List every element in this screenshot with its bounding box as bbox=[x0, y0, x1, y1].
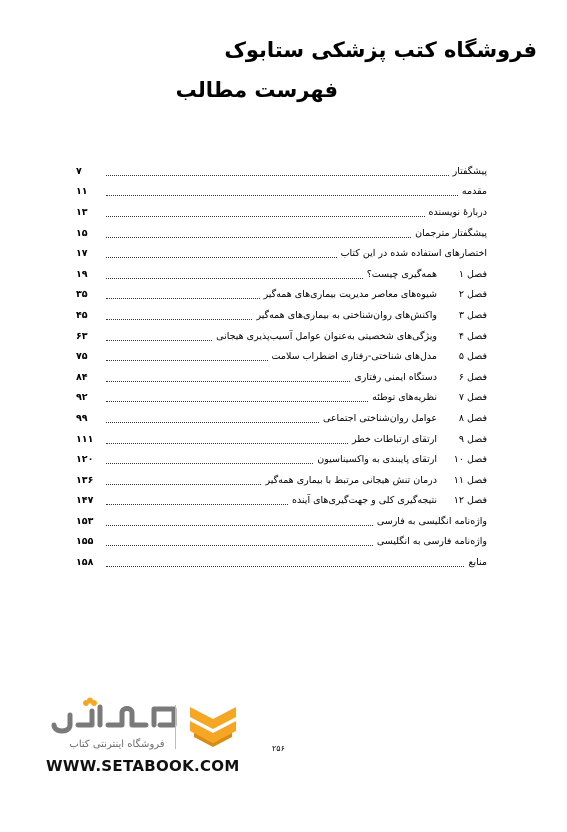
toc-page-number: ۱۵۵ bbox=[76, 536, 94, 548]
toc-entry-title: واژه‌نامه فارسی به انگلیسی bbox=[376, 536, 487, 548]
toc-entry bbox=[413, 228, 487, 239]
toc-page-number: ۱۵۸ bbox=[76, 557, 94, 569]
toc-chapter-label: فصل ۹ bbox=[458, 433, 487, 445]
toc-dot-leader bbox=[106, 216, 425, 217]
toc-entry bbox=[262, 289, 487, 300]
table-of-contents bbox=[76, 161, 487, 573]
toc-entry bbox=[263, 475, 487, 486]
toc-row bbox=[76, 470, 487, 491]
toc-page-number: ۱۳۶ bbox=[76, 474, 94, 486]
toc-entry bbox=[350, 434, 487, 445]
toc-chapter-label: فصل ۱۲ bbox=[453, 495, 487, 507]
toc-row bbox=[76, 552, 487, 573]
toc-chapter-label: فصل ۴ bbox=[458, 330, 487, 342]
toc-dot-leader bbox=[106, 340, 212, 341]
toc-page-number: ۷ bbox=[76, 165, 82, 177]
toc-row bbox=[76, 202, 487, 223]
toc-dot-leader bbox=[106, 463, 313, 464]
toc-entry bbox=[466, 557, 487, 568]
toc-page-number: ۱۹ bbox=[76, 268, 88, 280]
toc-page-number: ۱۵۳ bbox=[76, 515, 94, 527]
toc-entry-title: درمان تنش هیجانی مرتبط با بیماری همه‌گیر bbox=[265, 474, 437, 486]
toc-chapter-label: فصل ۷ bbox=[458, 392, 487, 404]
toc-page-number: ۱۱۱ bbox=[76, 433, 94, 445]
toc-dot-leader bbox=[106, 237, 411, 238]
toc-entry-title: ارتقای پایبندی به واکسیناسیون bbox=[317, 454, 437, 466]
store-title: فروشگاه کتب پزشکی ستابوک bbox=[224, 38, 537, 62]
toc-row bbox=[76, 388, 487, 409]
toc-row bbox=[76, 305, 487, 326]
toc-entry bbox=[254, 310, 487, 321]
toc-entry bbox=[375, 536, 487, 547]
toc-chapter-label: فصل ۱۱ bbox=[453, 474, 487, 486]
toc-row bbox=[76, 491, 487, 512]
toc-dot-leader bbox=[106, 545, 373, 546]
logo-subtitle: فروشگاه اینترنتی کتاب bbox=[69, 739, 165, 750]
toc-entry bbox=[352, 372, 487, 383]
toc-row bbox=[76, 223, 487, 244]
toc-entry-title: مدل‌های شناختی-رفتاری اضطراب سلامت bbox=[271, 351, 437, 363]
toc-page-number: ۱۱ bbox=[76, 186, 88, 198]
toc-page-number: ۱۴۷ bbox=[76, 495, 94, 507]
toc-chapter-label: فصل ۵ bbox=[458, 351, 487, 363]
toc-page-number: ۱۵ bbox=[76, 227, 88, 239]
toc-entry bbox=[315, 454, 487, 465]
toc-row bbox=[76, 429, 487, 450]
toc-row bbox=[76, 264, 487, 285]
toc-page-number: ۴۵ bbox=[76, 309, 88, 321]
toc-row bbox=[76, 326, 487, 347]
toc-dot-leader bbox=[106, 175, 449, 176]
toc-page-number: ۸۴ bbox=[76, 371, 88, 383]
toc-row bbox=[76, 182, 487, 203]
toc-entry-title: همه‌گیری چیست؟ bbox=[366, 268, 437, 280]
toc-entry-title: دستگاه ایمنی رفتاری bbox=[354, 371, 437, 383]
toc-entry-title: پیشگفتار مترجمان bbox=[415, 227, 487, 239]
toc-page-number: ۱۳ bbox=[76, 206, 88, 218]
logo-url: WWW.SETABOOK.COM bbox=[46, 757, 240, 775]
toc-entry bbox=[339, 248, 487, 259]
toc-entry-title: شیوه‌های معاصر مدیریت بیماری‌های همه‌گیر bbox=[263, 289, 437, 301]
toc-chapter-label: فصل ۳ bbox=[458, 309, 487, 321]
toc-chapter-label: فصل ۱۰ bbox=[453, 454, 487, 466]
toc-page-number: ۹۲ bbox=[76, 392, 88, 404]
toc-entry bbox=[451, 166, 487, 177]
toc-entry bbox=[290, 495, 487, 506]
toc-entry-title: واژه‌نامه انگلیسی به فارسی bbox=[376, 515, 487, 527]
toc-dot-leader bbox=[106, 525, 373, 526]
toc-row bbox=[76, 367, 487, 388]
toc-row bbox=[76, 408, 487, 429]
toc-entry bbox=[365, 269, 487, 280]
toc-entry-title: نتیجه‌گیری کلی و جهت‌گیری‌های آینده bbox=[291, 495, 437, 507]
toc-page-number: ۳۵ bbox=[76, 289, 88, 301]
toc-dot-leader bbox=[106, 401, 368, 402]
toc-entry-title: ویژگی‌های شخصیتی به‌عنوان عوامل آسیب‌پذیری هیجانی bbox=[216, 330, 437, 342]
toc-dot-leader bbox=[106, 504, 288, 505]
logo-divider bbox=[175, 705, 176, 749]
setabook-wordmark bbox=[48, 697, 180, 739]
toc-page-number: ۹۹ bbox=[76, 412, 88, 424]
toc-row bbox=[76, 532, 487, 553]
toc-row bbox=[76, 511, 487, 532]
toc-dot-leader bbox=[106, 360, 268, 361]
toc-dot-leader bbox=[106, 195, 458, 196]
toc-row bbox=[76, 346, 487, 367]
toc-entry-title: منابع bbox=[468, 557, 487, 569]
toc-entry bbox=[270, 351, 487, 362]
toc-chapter-label: فصل ۱ bbox=[458, 268, 487, 280]
toc-row bbox=[76, 161, 487, 182]
toc-row bbox=[76, 243, 487, 264]
toc-dot-leader bbox=[106, 443, 348, 444]
toc-dot-leader bbox=[106, 484, 261, 485]
toc-entry bbox=[375, 516, 487, 527]
toc-page-number: ۱۲۰ bbox=[76, 454, 94, 466]
toc-page-number: ۱۷ bbox=[76, 248, 88, 260]
toc-entry bbox=[370, 392, 487, 403]
toc-dot-leader bbox=[106, 566, 464, 567]
toc-entry bbox=[321, 413, 487, 424]
toc-entry-title: دربارهٔ نویسنده bbox=[428, 206, 487, 218]
setabook-logo bbox=[40, 697, 240, 777]
toc-entry-title: عوامل روان‌شناختی اجتماعی bbox=[322, 412, 437, 424]
toc-entry bbox=[460, 186, 487, 197]
toc-entry bbox=[427, 207, 487, 218]
toc-dot-leader bbox=[106, 278, 363, 279]
toc-chapter-label: فصل ۸ bbox=[458, 412, 487, 424]
toc-title: فهرست مطالب bbox=[175, 78, 338, 102]
toc-page-number: ۷۵ bbox=[76, 351, 88, 363]
toc-dot-leader bbox=[106, 381, 350, 382]
toc-entry-title: اختصارهای استفاده شده در این کتاب bbox=[340, 248, 487, 260]
toc-dot-leader bbox=[106, 319, 252, 320]
toc-page-number: ۶۳ bbox=[76, 330, 88, 342]
toc-entry-title: واکنش‌های روان‌شناختی به بیماری‌های همه‌گیر bbox=[256, 309, 437, 321]
toc-row bbox=[76, 449, 487, 470]
toc-dot-leader bbox=[106, 298, 260, 299]
toc-chapter-label: فصل ۶ bbox=[458, 371, 487, 383]
page-number: ۲۵۶ bbox=[272, 744, 285, 753]
toc-dot-leader bbox=[106, 422, 319, 423]
toc-entry-title: نظریه‌های توطئه bbox=[372, 392, 437, 404]
toc-entry bbox=[214, 331, 487, 342]
toc-row bbox=[76, 285, 487, 306]
toc-entry-title: پیشگفتار bbox=[452, 165, 487, 177]
toc-entry-title: مقدمه bbox=[461, 186, 487, 198]
toc-dot-leader bbox=[106, 257, 337, 258]
book-chevron-icon bbox=[190, 703, 236, 749]
toc-chapter-label: فصل ۲ bbox=[458, 289, 487, 301]
toc-entry-title: ارتقای ارتباطات خطر bbox=[352, 433, 437, 445]
